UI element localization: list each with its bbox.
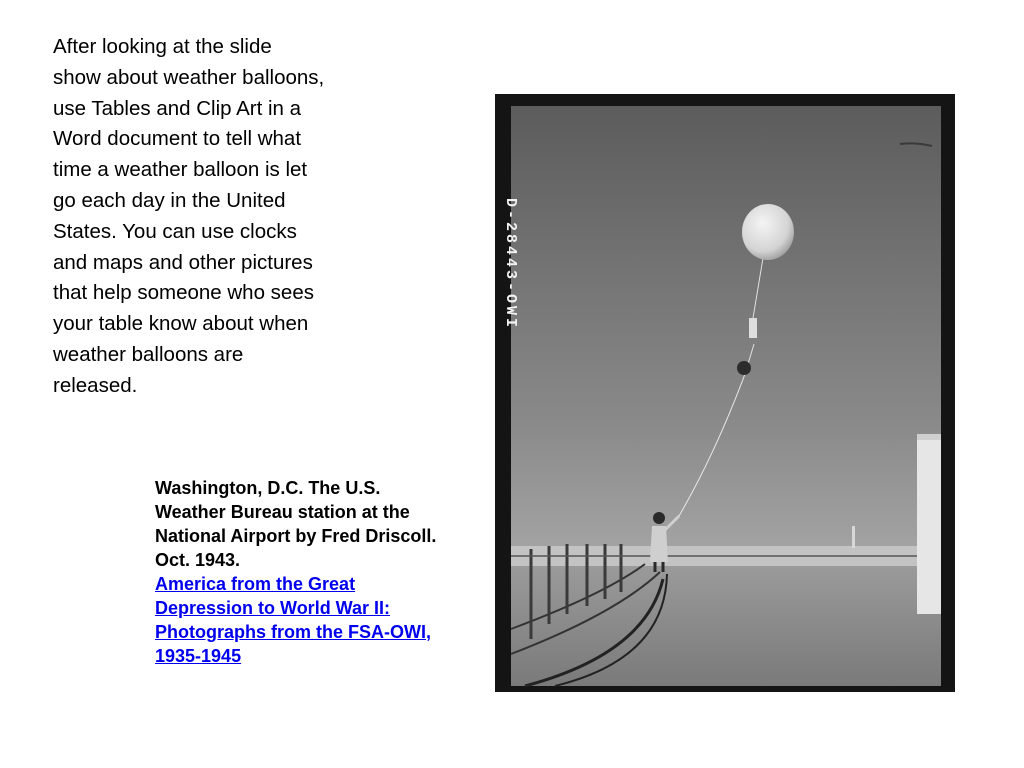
link-line[interactable]: Depression to World War II: (155, 598, 391, 618)
instructions-line: States. You can use clocks (53, 219, 297, 243)
link-line[interactable]: Photographs from the FSA-OWI, (155, 622, 431, 642)
instructions-line: and maps and other pictures (53, 250, 313, 274)
instrument-package (749, 318, 757, 338)
caption-line: National Airport by Fred Driscoll. (155, 526, 437, 546)
instructions-line: your table know about when (53, 312, 309, 336)
instructions-line: time a weather balloon is let (53, 158, 308, 182)
building (917, 434, 941, 614)
negative-number: D-28443-OWI (502, 198, 519, 331)
instructions-line: Word document to tell what (53, 127, 302, 151)
instructions-line: show about weather balloons, (53, 65, 325, 89)
radiosonde (737, 361, 751, 375)
caption-line: Oct. 1943. (155, 550, 241, 570)
photo-caption (155, 476, 485, 668)
instructions-line: weather balloons are (53, 342, 244, 366)
collection-link[interactable] (155, 574, 431, 666)
weather-balloon (742, 204, 794, 260)
link-line[interactable]: America from the Great (155, 574, 356, 594)
photo-illustration (495, 94, 955, 692)
caption-line: Washington, D.C. The U.S. (155, 478, 381, 498)
weather-balloon-photo (495, 94, 955, 692)
link-line[interactable]: 1935-1945 (155, 646, 242, 666)
caption-line: Weather Bureau station at the (155, 502, 410, 522)
instructions-line: released. (53, 373, 138, 397)
instructions-text (53, 32, 383, 402)
monument (852, 526, 855, 548)
instructions-line: that help someone who sees (53, 281, 314, 305)
instructions-line: use Tables and Clip Art in a (53, 96, 302, 120)
instructions-line: After looking at the slide (53, 35, 272, 58)
instructions-line: go each day in the United (53, 188, 286, 212)
caption-link[interactable] (155, 572, 485, 668)
